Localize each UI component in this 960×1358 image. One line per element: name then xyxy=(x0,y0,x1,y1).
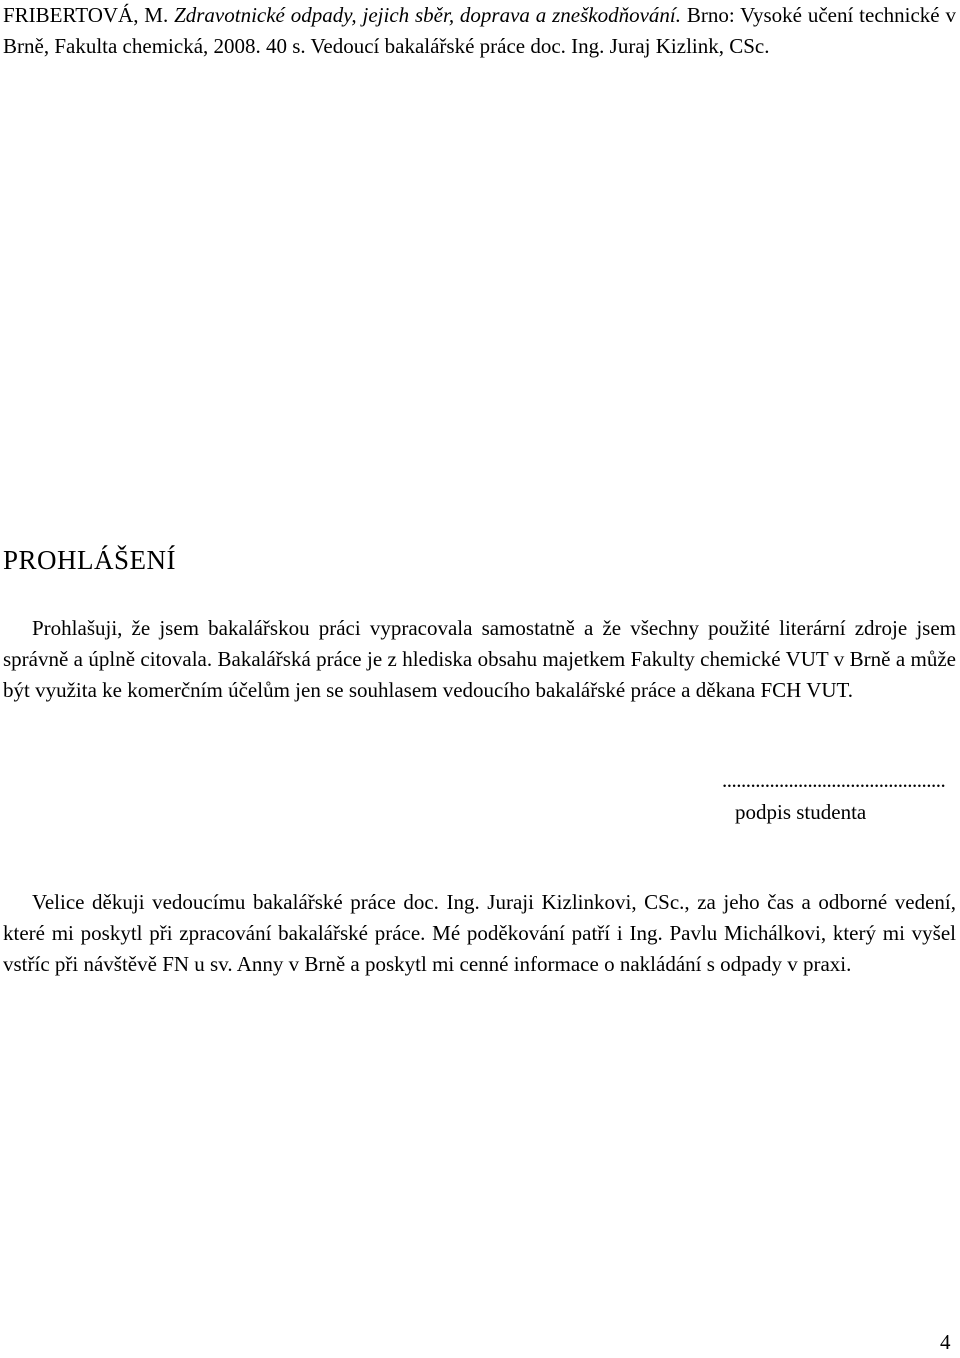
declaration-heading: PROHLÁŠENÍ xyxy=(3,545,177,575)
signature-line: ............................................... xyxy=(722,768,946,792)
citation-title: Zdravotnické odpady, jejich sběr, doprava a zneškodňování. xyxy=(174,3,682,27)
acknowledgement-text: Velice děkuji vedoucímu bakalářské práce doc. Ing. Juraji Kizlinkovi, CSc., za jeho čas a odborné vedení, které mi poskytl při zpracování bakalářské práce. Mé poděkování patří i Ing. Pavlu Michálkovi, který mi vyšel vstříc při návštěvě FN u sv. Anny v Brně a poskytl mi cenné informace o nakládání s odpady v praxi. xyxy=(3,890,956,976)
bibliographic-citation xyxy=(3,0,956,62)
signature-label: podpis studenta xyxy=(735,800,867,824)
citation-author: FRIBERTOVÁ, M. xyxy=(3,3,175,27)
page-number: 4 xyxy=(940,1330,951,1354)
declaration-text: Prohlašuji, že jsem bakalářskou práci vypracovala samostatně a že všechny použité literární zdroje jsem správně a úplně citovala. Bakalářská práce je z hlediska obsahu majetkem Fakulty chemické VUT v Brně a může být využita ke komerčním účelům jen se souhlasem vedoucího bakalářské práce a děkana FCH VUT. xyxy=(3,616,956,702)
citation-details: Brno: Vysoké učení technické v Brně, Fakulta chemická, 2008. 40 s. Vedoucí bakalářské práce doc. Ing. Juraj Kizlink, CSc. xyxy=(3,3,956,58)
